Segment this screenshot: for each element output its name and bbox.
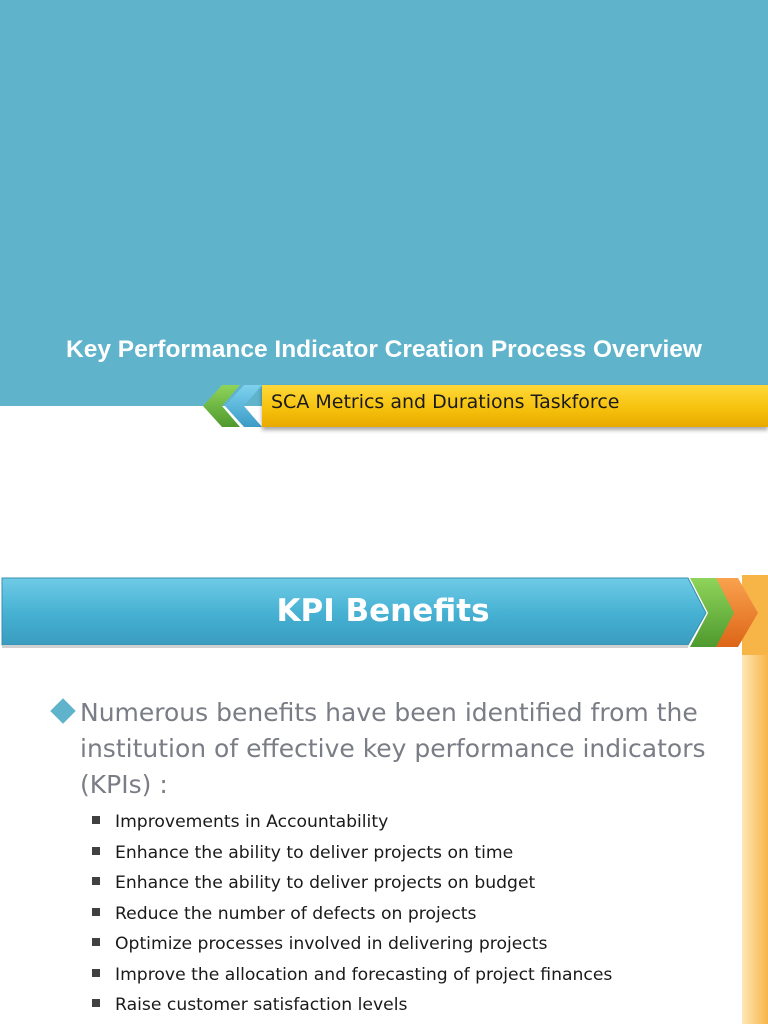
list-item bbox=[92, 838, 612, 869]
list-item bbox=[92, 990, 612, 1021]
square-bullet-icon bbox=[92, 816, 100, 824]
square-bullet-icon bbox=[92, 847, 100, 855]
list-item-text: Enhance the ability to deliver projects on budget bbox=[115, 873, 536, 893]
slide-subtitle: SCA Metrics and Durations Taskforce bbox=[271, 391, 620, 413]
slide-heading bbox=[0, 593, 768, 629]
square-bullet-icon bbox=[92, 938, 100, 946]
list-item bbox=[92, 868, 612, 899]
list-item-text: Raise customer satisfaction levels bbox=[115, 995, 408, 1015]
square-bullet-icon bbox=[92, 999, 100, 1007]
intro-paragraph bbox=[56, 695, 736, 803]
benefits-list bbox=[92, 807, 612, 1021]
intro-text: Numerous benefits have been identified from the institution of effective key performance indicators (KPIs) : bbox=[80, 698, 706, 799]
list-item-text: Enhance the ability to deliver projects on time bbox=[115, 842, 514, 863]
list-item-text: Reduce the number of defects on projects bbox=[115, 903, 477, 924]
square-bullet-icon bbox=[92, 969, 100, 977]
list-item-text: Improve the allocation and forecasting of project finances bbox=[115, 964, 613, 985]
list-item-text: Improvements in Accountability bbox=[115, 812, 389, 832]
slide-title: Key Performance Indicator Creation Process Overview bbox=[66, 336, 702, 363]
kpi-benefits-slide bbox=[0, 575, 768, 1024]
chevron-arrows-icon bbox=[200, 383, 270, 431]
list-item bbox=[92, 899, 612, 930]
list-item bbox=[92, 929, 612, 960]
list-item bbox=[92, 960, 612, 991]
square-bullet-icon bbox=[92, 908, 100, 916]
list-item-text: Optimize processes involved in delivering projects bbox=[115, 934, 548, 954]
side-accent-bar bbox=[742, 635, 768, 1024]
list-item bbox=[92, 807, 612, 838]
slide-heading-text: KPI Benefits bbox=[276, 593, 490, 629]
square-bullet-icon bbox=[92, 877, 100, 885]
